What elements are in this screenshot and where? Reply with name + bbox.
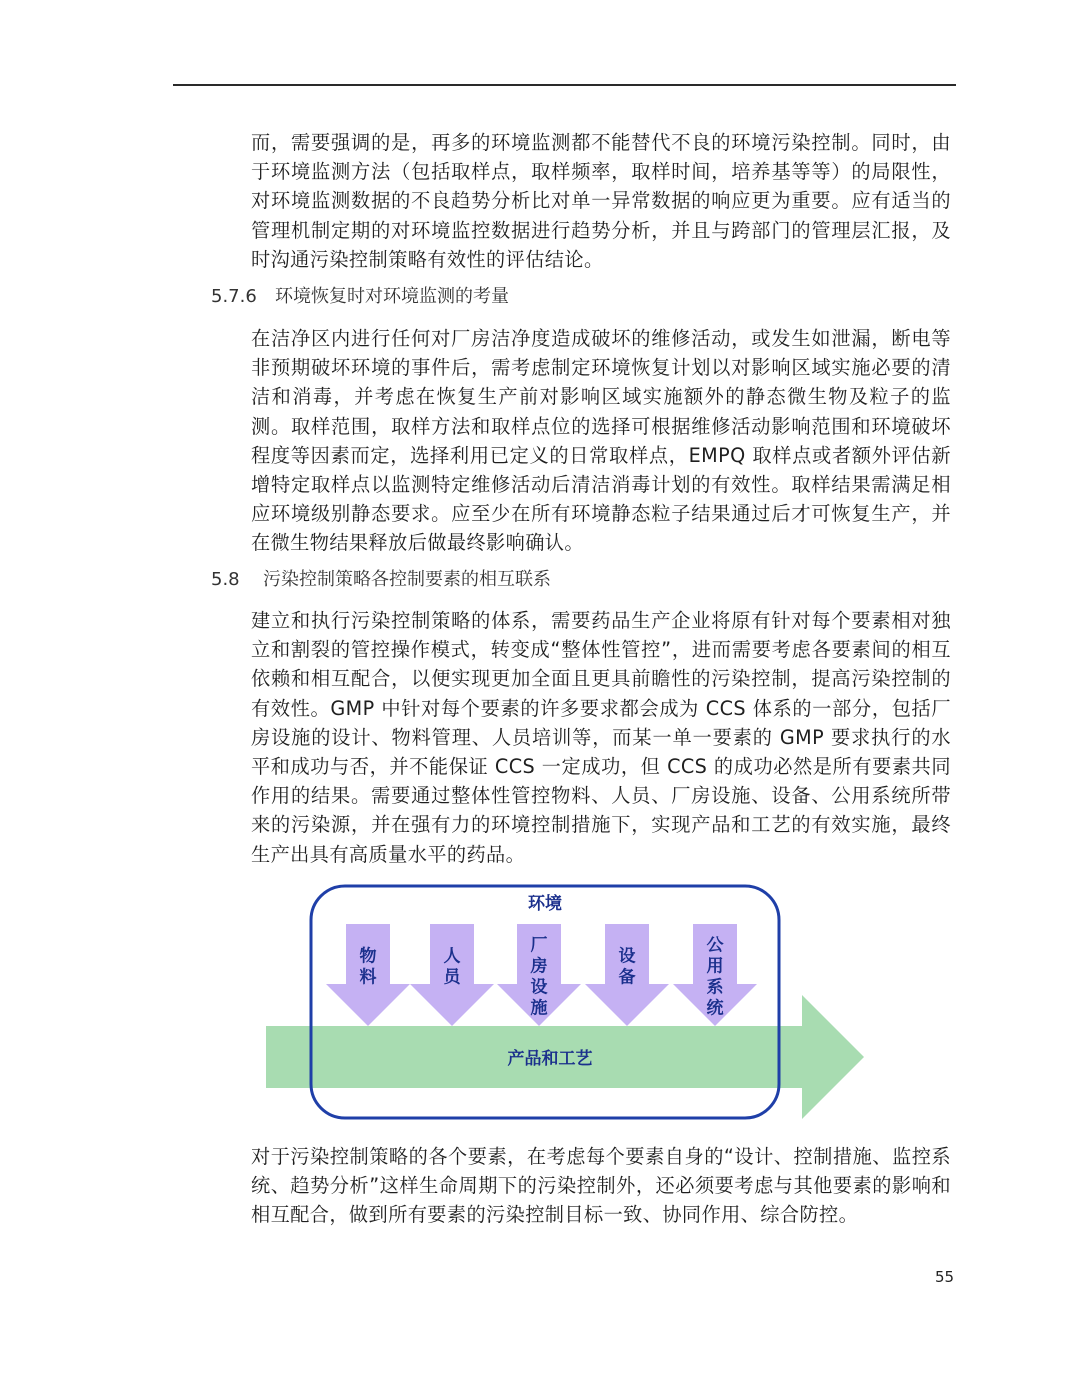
ccs-elements-diagram bbox=[262, 880, 868, 1125]
element-label: 厂房设施 bbox=[530, 935, 548, 1019]
section-number: 5.7.6 bbox=[211, 286, 257, 307]
section-number: 5.8 bbox=[211, 569, 240, 590]
environment-label: 环境 bbox=[528, 894, 562, 914]
header-rule bbox=[173, 84, 956, 86]
section-title: 环境恢复时对环境监测的考量 bbox=[275, 286, 509, 307]
section-heading-5-7-6 bbox=[211, 284, 509, 310]
page-number: 55 bbox=[935, 1268, 955, 1286]
paragraph-2: 在洁净区内进行任何对厂房洁净度造成破坏的维修活动，或发生如泄漏，断电等非预期破坏环境的事件后，需考虑制定环境恢复计划以对影响区域实施必要的清洁和消毒，并考虑在恢复生产前对影响区域实施额外的静态微生物及粒子的监测。取样范围，取样方法和取样点位的选择可根据维修活动影响范围和环境破坏程度等因素而定，选择利用已定义的日常取样点，EMPQ 取样点或者额外评估新增特定取样点以监测特定维修活动后清洁消毒计划的有效性。取样结果需满足相应环境级别静态要求。应至少在所有环境静态粒子结果通过后才可恢复生产，并在微生物结果释放后做最终影响确认。 bbox=[251, 327, 951, 555]
paragraph-1: 而，需要强调的是，再多的环境监测都不能替代不良的环境污染控制。同时，由于环境监测方法（包括取样点，取样频率，取样时间，培养基等等）的局限性，对环境监测数据的不良趋势分析比对单一异常数据的响应更为重要。应有适当的管理机制定期的对环境监控数据进行趋势分析，并且与跨部门的管理层汇报，及时沟通污染控制策略有效性的评估结论。 bbox=[251, 131, 951, 271]
product-process-label: 产品和工艺 bbox=[507, 1049, 593, 1069]
element-label: 设备 bbox=[618, 946, 636, 988]
element-arrows bbox=[326, 924, 757, 1026]
paragraph-4: 对于污染控制策略的各个要素，在考虑每个要素自身的“设计、控制措施、监控系统、趋势分析”这样生命周期下的污染控制外，还必须要考虑与其他要素的影响和相互配合，做到所有要素的污染控制目标一致、协同作用、综合防控。 bbox=[251, 1145, 951, 1227]
element-label: 物料 bbox=[359, 946, 377, 988]
element-label: 公用系统 bbox=[706, 935, 724, 1019]
paragraph-3: 建立和执行污染控制策略的体系，需要药品生产企业将原有针对每个要素相对独立和割裂的管控操作模式，转变成“整体性管控”，进而需要考虑各要素间的相互依赖和相互配合，以便实现更加全面且更具前瞻性的污染控制，提高污染控制的有效性。GMP 中针对每个要素的许多要求都会成为 CCS 体系的一部分，包括厂房设施的设计、物料管理、人员培训等，而某一单一要素的 GMP 要求执行的水平和成功与否，并不能保证 CCS 一定成功，但 CCS 的成功必然是所有要素共同作用的结果。需要通过整体性管控物料、人员、厂房设施、设备、公用系统所带来的污染源，并在强有力的环境控制措施下，实现产品和工艺的有效实施，最终生产出具有高质量水平的药品。 bbox=[251, 609, 951, 866]
element-label: 人员 bbox=[443, 946, 461, 988]
section-title: 污染控制策略各控制要素的相互联系 bbox=[263, 569, 551, 590]
section-heading-5-8 bbox=[211, 567, 551, 593]
